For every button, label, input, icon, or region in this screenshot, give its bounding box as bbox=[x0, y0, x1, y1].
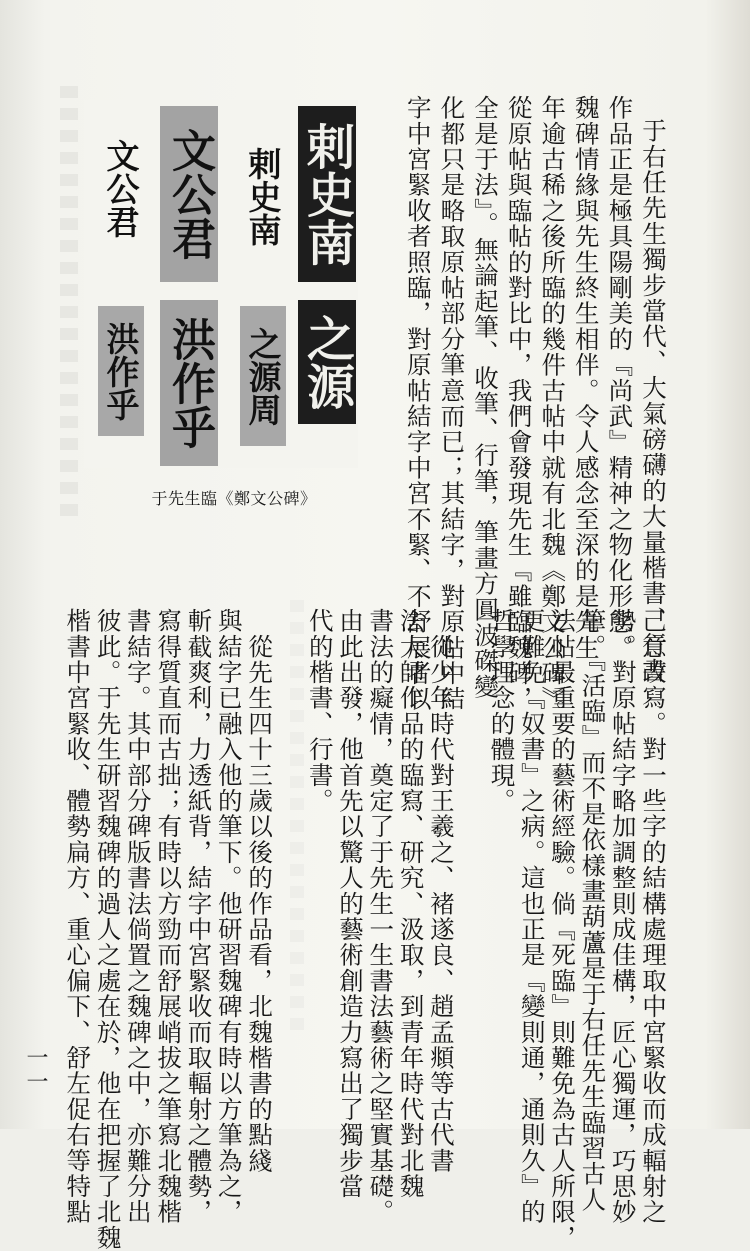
text-column: 更難免『奴書』之病。這也正是『變則通，通則久』的 bbox=[517, 608, 547, 1225]
text-column: 全是于法』。無論起筆、收筆、行筆，筆畫方圓波磔變 bbox=[471, 95, 500, 700]
text-column: 書結字。其中部分碑版書法倘置之魏碑之中，亦難分出 bbox=[123, 608, 153, 1225]
text-column: 法大師作品的臨寫、研究、汲取，到青年時代對北魏 bbox=[396, 608, 426, 1200]
image-caption: 于先生臨《鄭文公碑》 bbox=[151, 489, 317, 508]
text-column: 寫得質直而古拙；有時以方勁而舒展峭拔之筆寫北魏楷 bbox=[154, 608, 184, 1225]
text-column: 斬截爽利，力透紙背，結字中宮緊收而取輻射之體勢， bbox=[184, 608, 214, 1225]
dark-calligraphy-top: 剌史南 bbox=[298, 106, 356, 282]
text-column: 由此出發，他首先以驚人的藝術創造力寫出了獨步當 bbox=[336, 608, 365, 1200]
text-column: 魏碑情緣與先生終生相伴。令人感念至深的是先生 bbox=[571, 95, 601, 661]
grey-calligraphy-bottom: 洪作乎 bbox=[160, 300, 218, 466]
dark-calligraphy-bottom: 之源 bbox=[298, 300, 356, 424]
grey-calligraphy-top: 文公君 bbox=[160, 106, 218, 282]
bleed-through-text bbox=[60, 86, 78, 516]
text-column: 年逾古稀之後所臨的幾件古帖中就有北魏《鄭文公碑》。 bbox=[538, 95, 568, 726]
calligraphy-image bbox=[84, 100, 358, 468]
text-column: 己意改寫。對一些字的結構處理取中宮緊收而成輻射之 bbox=[639, 608, 668, 1225]
small-calligraphy-top-left: 文公君 bbox=[101, 138, 141, 238]
text-column: 楷書中宮緊收、體勢扁方、重心偏下、舒左促右等特點 bbox=[63, 608, 93, 1225]
text-column: 化都只是略取原帖部分筆意而已；其結字，對原帖中結 bbox=[437, 95, 467, 712]
small-calligraphy-bottom-left: 洪作乎 bbox=[98, 306, 144, 436]
text-column: 于右任先生獨步當代、大氣磅礴的大量楷書、行書 bbox=[639, 118, 668, 684]
text-column: 與結字已融入他的筆下。他研習魏碑有時以方筆為之， bbox=[214, 608, 244, 1225]
text-column: 法帖最重要的藝術經驗。倘『死臨』則難免為古人所限， bbox=[548, 608, 578, 1251]
text-column: 哲學理念的體現。 bbox=[487, 608, 517, 814]
text-column: 字中宮緊收者照臨，對原帖結字中宮不緊、不舒展者以 bbox=[403, 95, 433, 712]
text-column: 從先生四十三歲以後的作品看，北魏楷書的點綫 bbox=[245, 608, 275, 1174]
text-column: 彼此。于先生研習魏碑的過人之處在於，他在把握了北魏 bbox=[93, 608, 123, 1251]
text-column: 勢。對原帖結字略加調整則成佳構，匠心獨運，巧思妙 bbox=[608, 608, 638, 1225]
small-calligraphy-top-right: 剌史南 bbox=[243, 146, 283, 246]
text-column: 書法的癡情，奠定了于先生一生書法藝術之堅實基礎。 bbox=[366, 608, 396, 1225]
page-number: 一一 bbox=[23, 1046, 48, 1094]
small-calligraphy-bottom-right: 之源周 bbox=[240, 306, 286, 446]
text-column: 從原帖與臨帖的對比中，我們會發現先生『雖臨魏碑， bbox=[504, 95, 534, 712]
text-column: 作品正是極具陽剛美的『尚武』精神之物化形態。 bbox=[605, 95, 635, 661]
text-column: 從少年時代對王羲之、褚遂良、趙孟頫等古代書 bbox=[426, 608, 456, 1174]
text-column: 筆。『活臨』而不是依樣畫葫蘆是于右任先生臨習古人 bbox=[578, 608, 608, 1213]
text-column: 代的楷書、行書。 bbox=[305, 608, 335, 814]
